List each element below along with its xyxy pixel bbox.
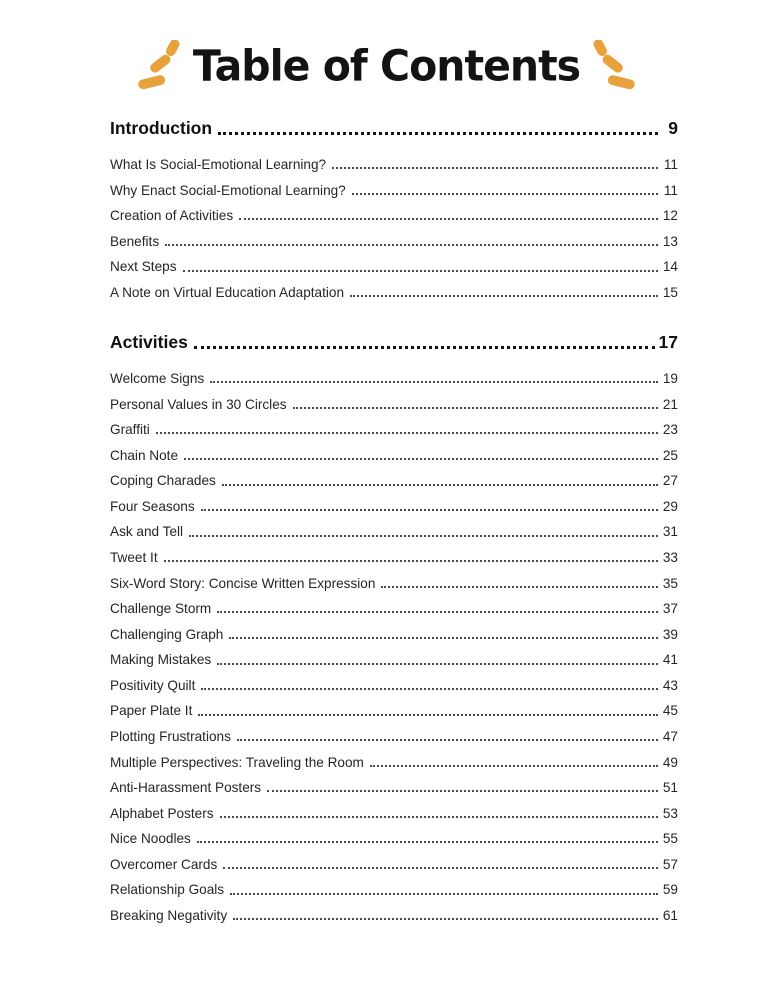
entry-label: Why Enact Social-Emotional Learning?	[110, 182, 346, 198]
title-block	[0, 0, 773, 92]
entry-label: Making Mistakes	[110, 652, 212, 668]
toc-entry	[110, 730, 678, 744]
entry-page-number: 13	[662, 233, 678, 249]
dot-leader	[201, 688, 658, 690]
entry-page-number: 51	[662, 780, 678, 796]
entry-label: Welcome Signs	[110, 371, 205, 387]
dot-leader	[184, 458, 658, 460]
dot-leader	[229, 637, 658, 639]
dot-leader	[352, 193, 658, 195]
entry-page-number: 11	[663, 182, 678, 198]
dot-leader	[350, 295, 658, 297]
dot-leader	[217, 663, 658, 665]
dot-leader	[332, 167, 658, 169]
entry-page-number: 31	[662, 524, 678, 540]
section-page-number: 17	[658, 332, 678, 353]
dot-leader	[223, 867, 658, 869]
entry-page-number: 19	[662, 371, 678, 387]
entry-page-number: 59	[662, 882, 678, 898]
dot-leader	[237, 739, 658, 741]
toc-entry	[110, 628, 678, 642]
entry-page-number: 12	[662, 208, 678, 224]
entry-label: Ask and Tell	[110, 524, 184, 540]
title-burst-left-icon	[137, 40, 183, 92]
entry-page-number: 39	[662, 626, 678, 642]
title-burst-right-icon	[590, 40, 636, 92]
entry-page-number: 25	[662, 447, 678, 463]
toc-entry	[110, 423, 678, 437]
toc-entry	[110, 551, 678, 565]
toc-sections	[0, 118, 773, 923]
entry-page-number: 37	[662, 601, 678, 617]
toc-entry	[110, 286, 678, 300]
dot-leader	[381, 586, 658, 588]
entry-page-number: 27	[662, 473, 678, 489]
toc-entry	[110, 209, 678, 223]
dot-leader	[194, 346, 655, 349]
toc-entry	[110, 909, 678, 923]
entry-page-number: 55	[662, 831, 678, 847]
entry-page-number: 35	[662, 575, 678, 591]
toc-entry	[110, 525, 678, 539]
entry-page-number: 49	[662, 754, 678, 770]
section-entries	[110, 372, 678, 923]
dot-leader	[217, 611, 658, 613]
entry-page-number: 43	[662, 677, 678, 693]
entry-page-number: 57	[662, 856, 678, 872]
toc-section	[110, 332, 678, 923]
section-entries	[110, 158, 678, 300]
entry-label: A Note on Virtual Education Adaptation	[110, 284, 345, 300]
entry-page-number: 21	[662, 396, 678, 412]
entry-page-number: 11	[663, 157, 678, 172]
dot-leader	[218, 132, 658, 135]
section-page-number: 9	[668, 118, 678, 138]
entry-label: Nice Noodles	[110, 831, 191, 847]
toc-entry	[110, 602, 678, 616]
entry-label: Alphabet Posters	[110, 805, 214, 821]
entry-page-number: 33	[662, 550, 678, 566]
dot-leader	[267, 790, 658, 792]
entry-label: Benefits	[110, 233, 160, 249]
dot-leader	[201, 509, 658, 511]
entry-label: Challenge Storm	[110, 601, 212, 617]
entry-label: What Is Social-Emotional Learning?	[110, 157, 327, 172]
entry-label: Breaking Negativity	[110, 907, 228, 923]
entry-label: Tweet It	[110, 550, 158, 566]
dot-leader	[220, 816, 658, 818]
toc-entry	[110, 260, 678, 274]
toc-entry	[110, 158, 678, 172]
entry-label: Creation of Activities	[110, 208, 234, 224]
dot-leader	[189, 535, 658, 537]
toc-entry	[110, 807, 678, 821]
entry-page-number: 53	[662, 805, 678, 821]
toc-section	[110, 118, 678, 300]
dot-leader	[164, 560, 658, 562]
dot-leader	[197, 841, 658, 843]
entry-label: Relationship Goals	[110, 882, 225, 898]
section-title: Introduction	[110, 118, 213, 138]
dot-leader	[183, 270, 659, 272]
dot-leader	[222, 484, 658, 486]
dot-leader	[233, 918, 658, 920]
toc-entry	[110, 756, 678, 770]
entry-label: Challenging Graph	[110, 626, 224, 642]
entry-label: Six-Word Story: Concise Written Expression	[110, 575, 376, 591]
dot-leader	[230, 893, 658, 895]
entry-label: Next Steps	[110, 259, 177, 275]
toc-section-heading	[110, 118, 678, 139]
entry-page-number: 47	[662, 728, 678, 744]
dot-leader	[156, 432, 658, 434]
entry-label: Plotting Frustrations	[110, 728, 231, 744]
toc-entry	[110, 398, 678, 412]
toc-entry	[110, 235, 678, 249]
toc-entry	[110, 679, 678, 693]
entry-page-number: 61	[662, 907, 678, 923]
page-title: Table of Contents	[192, 41, 581, 91]
entry-page-number: 29	[662, 498, 678, 514]
entry-label: Anti-Harassment Posters	[110, 780, 262, 796]
entry-label: Overcomer Cards	[110, 856, 218, 872]
entry-label: Multiple Perspectives: Traveling the Room	[110, 754, 364, 770]
toc-entry	[110, 704, 678, 718]
dot-leader	[165, 244, 658, 246]
entry-page-number: 14	[662, 259, 678, 275]
toc-entry	[110, 653, 678, 667]
entry-label: Chain Note	[110, 447, 179, 463]
entry-label: Graffiti	[110, 422, 150, 438]
entry-label: Personal Values in 30 Circles	[110, 396, 287, 412]
toc-section-heading	[110, 332, 678, 353]
dot-leader	[239, 218, 658, 220]
dot-leader	[198, 714, 658, 716]
entry-page-number: 41	[662, 652, 678, 668]
toc-entry	[110, 781, 678, 795]
toc-entry	[110, 449, 678, 463]
toc-entry	[110, 577, 678, 591]
toc-entry	[110, 474, 678, 488]
toc-entry	[110, 832, 678, 846]
entry-label: Positivity Quilt	[110, 677, 196, 693]
toc-entry	[110, 372, 678, 386]
entry-label: Coping Charades	[110, 473, 216, 489]
entry-page-number: 23	[662, 422, 678, 438]
toc-entry	[110, 883, 678, 897]
section-title: Activities	[110, 332, 188, 353]
toc-entry	[110, 184, 678, 198]
entry-label: Four Seasons	[110, 498, 195, 514]
toc-entry	[110, 858, 678, 872]
toc-entry	[110, 500, 678, 514]
dot-leader	[210, 381, 658, 383]
dot-leader	[370, 765, 658, 767]
dot-leader	[293, 407, 658, 409]
entry-page-number: 45	[662, 703, 678, 719]
entry-page-number: 15	[662, 284, 678, 300]
entry-label: Paper Plate It	[110, 703, 193, 719]
